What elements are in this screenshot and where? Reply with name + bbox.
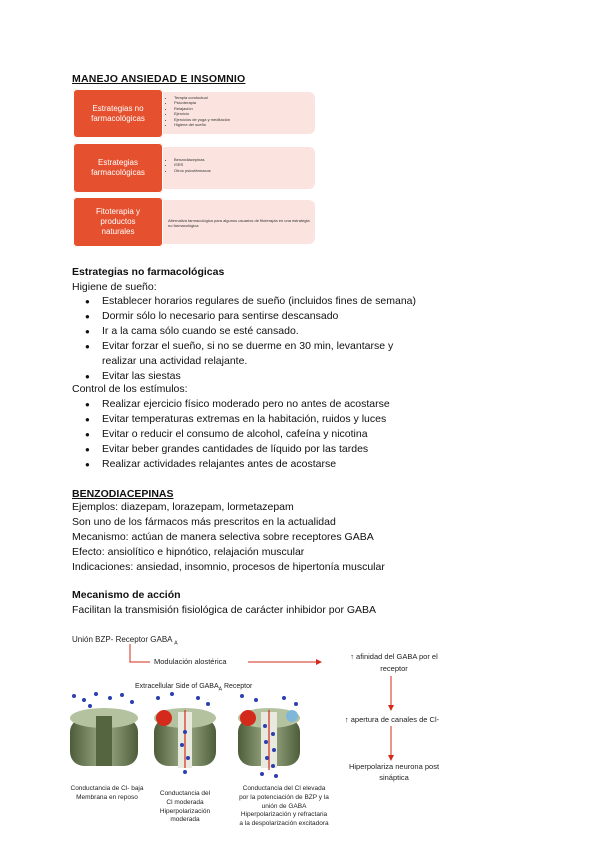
arrowhead-icon xyxy=(388,705,394,711)
control-label: Control de los estímulos: xyxy=(72,383,188,395)
arrowhead-icon xyxy=(388,755,394,761)
list-item: ● Realizar actividades relajantes antes de acostarse xyxy=(72,457,390,472)
hygiene-list xyxy=(72,294,416,384)
diagram-right-1: ↑ afinidad del GABA por el xyxy=(350,652,438,661)
caption-1: Conductancia de Cl- baja Membrana en reposo xyxy=(70,785,144,801)
list-item: ● Dormir sólo lo necesario para sentirse descansado xyxy=(72,309,416,324)
diagram-arrow-1 xyxy=(386,676,396,712)
benzo-line-4: Efecto: ansiolítico e hipnótico, relajación muscular xyxy=(72,546,305,558)
row-panel-1 xyxy=(158,92,315,134)
diagram-modulacion: Modulación alostérica xyxy=(154,657,227,666)
caption-3: Conductancia del Cl elevada por la potenciación de BZP y la unión de GABA Hiperpolarización y refractaria a la despolarización excitadora xyxy=(239,785,329,828)
list-item: ● Evitar las siestas xyxy=(72,369,416,384)
gaba-molecule-icon xyxy=(156,710,172,726)
arrowhead-icon xyxy=(316,659,322,665)
row-note-3: Alternativa farmacológica para algunos usuarios de fitoterapia en una estrategia no farmacológica xyxy=(168,218,310,229)
channel-closed xyxy=(70,708,138,766)
channel-illustrations xyxy=(62,690,332,780)
benzo-line-1: Ejemplos: diazepam, lorazepam, lormetazepam xyxy=(72,501,294,513)
mecanismo-text: Facilitan la transmisión fisiológica de carácter inhibidor por GABA xyxy=(72,604,377,616)
bzp-molecule-icon xyxy=(286,710,298,722)
control-list xyxy=(72,397,390,472)
diagram-extracellular: Extracellular Side of $GABA_A$ Receptor xyxy=(135,683,253,693)
section-heading-mecanismo: Mecanismo de acción xyxy=(72,589,181,601)
diagram-right-5: sináptica xyxy=(379,773,409,782)
section-heading-benzo: BENZODIACEPINAS xyxy=(72,488,174,500)
benzo-line-5: Indicaciones: ansiedad, insomnio, procesos de hipertonía muscular xyxy=(72,561,385,573)
row-items-1: • Terapia conductual • Psicoterapia • Relajación • Ejercicio • Ejercicios de yoga y meditación • Higiene del sueño xyxy=(168,95,311,127)
row-panel-3 xyxy=(158,200,315,244)
row-panel-2 xyxy=(158,147,315,189)
page-title: MANEJO ANSIEDAD E INSOMNIO xyxy=(72,73,246,85)
list-item: ● Realizar ejercicio físico moderado pero no antes de acostarse xyxy=(72,397,390,412)
benzo-line-2: Son uno de los fármacos más prescritos en la actualidad xyxy=(72,516,336,528)
channel-moderate xyxy=(154,708,216,768)
list-item-continuation: realizar una actividad relajante. xyxy=(102,355,248,367)
caption-2: Conductancia del Cl moderada Hiperpolarización moderada xyxy=(159,790,211,824)
list-item: ● Ir a la cama sólo cuando se esté cansado. xyxy=(72,324,416,339)
list-item: ● Evitar forzar el sueño, si no se duerme en 30 min, levantarse y xyxy=(72,339,416,354)
connector-line xyxy=(130,644,150,662)
benzo-line-3: Mecanismo: actúan de manera selectiva sobre receptores GABA xyxy=(72,531,374,543)
diagram-arrow-2 xyxy=(386,726,396,762)
row-label-1: Estrategias no farmacológicas xyxy=(73,89,163,138)
row-items-2: • Benzodiacepinas • ISRS • Otros psicofármacos xyxy=(168,157,311,173)
hygiene-label: Higiene de sueño: xyxy=(72,281,157,293)
list-item: ● Establecer horarios regulares de sueño (incluidos fines de semana) xyxy=(72,294,416,309)
row-label-3: Fitoterapia y productos naturales xyxy=(73,197,163,247)
section-heading-no-farm: Estrategias no farmacológicas xyxy=(72,266,225,278)
list-item: ● Evitar temperaturas extremas en la habitación, ruidos y luces xyxy=(72,412,390,427)
channel-open xyxy=(238,708,300,770)
list-item: ● Evitar beber grandes cantidades de líquido por las tardes xyxy=(72,442,390,457)
diagram-union-label: Unión BZP- Receptor GABA $_A$ xyxy=(72,635,178,647)
list-item: ● Evitar o reducir el consumo de alcohol, cafeína y nicotina xyxy=(72,427,390,442)
gaba-molecule-icon xyxy=(240,710,256,726)
diagram-right-3: ↑ apertura de canales de Cl- xyxy=(344,715,440,724)
row-label-2: Estrategias farmacológicas xyxy=(73,143,163,193)
diagram-right-2: receptor xyxy=(380,664,408,673)
diagram-right-4: Hiperpolariza neurona post xyxy=(348,762,440,771)
